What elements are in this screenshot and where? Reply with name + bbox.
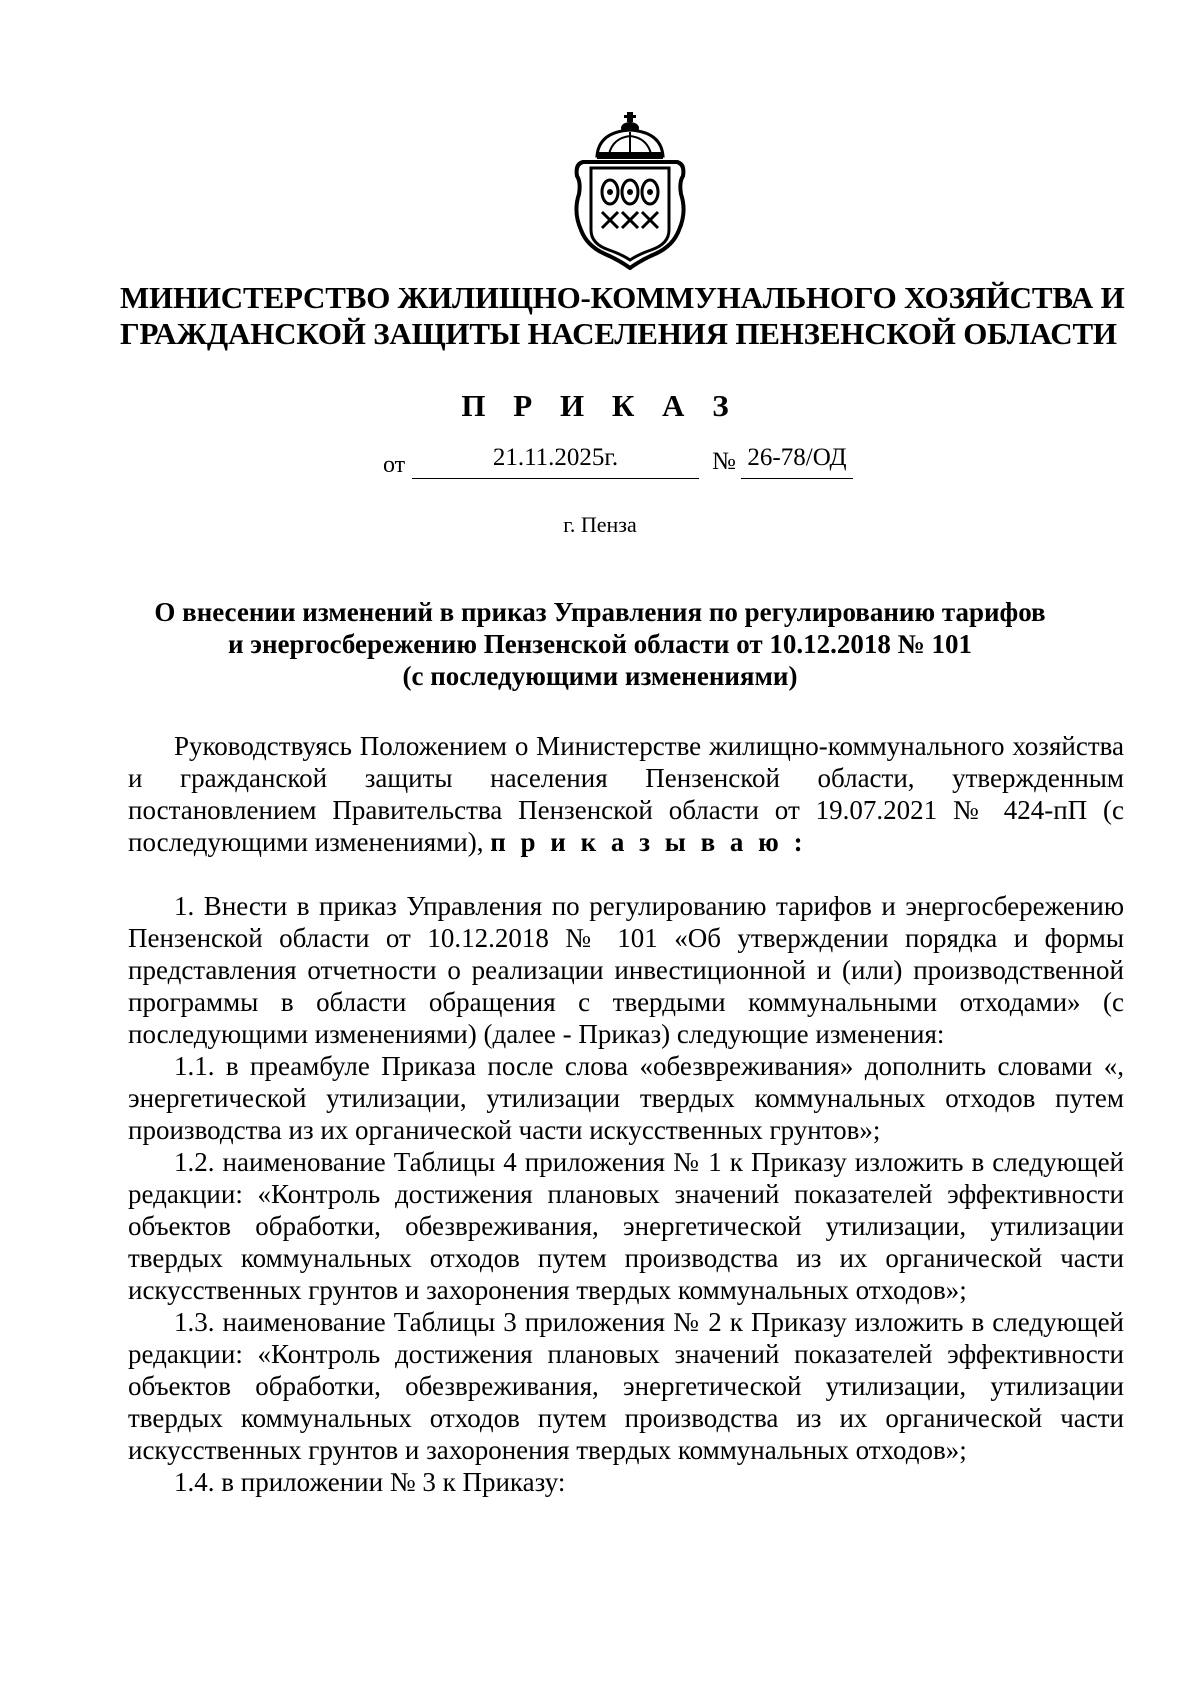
subject-line-2: и энергосбережению Пензенской области от 10.12.2018 № 101: [227, 629, 972, 659]
coat-of-arms-icon: [569, 112, 691, 270]
subject-line-3: (с последующими изменениями): [402, 661, 798, 691]
order-items: [128, 890, 1124, 1498]
date-number-line: [0, 444, 1200, 484]
item-1-4: 1.4. в приложении № 3 к Приказу:: [174, 1467, 566, 1497]
document-type-title: П Р И К А З: [461, 388, 739, 423]
ministry-name: [120, 280, 1125, 352]
ministry-name-line-2: ГРАЖДАНСКОЙ ЗАЩИТЫ НАСЕЛЕНИЯ ПЕНЗЕНСКОЙ ОБЛАСТИ: [120, 316, 1117, 351]
item-1: 1. Внести в приказ Управления по регулированию тарифов и энергосбережению Пензенской области от 10.12.2018 № 101 «Об утверждении порядка и формы представления отчетности о реализации инвестиционной и (или) производственной программы в области обращения с твердыми коммунальными отходами» (с последующими изменениями) (далее - Приказ) следующие изменения:: [128, 891, 1124, 1049]
city-name: г. Пенза: [563, 512, 637, 537]
document-number-field: 26-78/ОД: [741, 444, 853, 479]
order-word: п р и к а з ы в а ю :: [490, 827, 807, 857]
ministry-name-line-1: МИНИСТЕРСТВО ЖИЛИЩНО-КОММУНАЛЬНОГО ХОЗЯЙСТВА И: [120, 280, 1125, 315]
intro-text: Руководствуясь Положением о Министерстве жилищно-коммунального хозяйства и гражданской защиты населения Пензенской области, утвержденным постановлением Правительства Пензенской области от 19.07.2021 № 424-пП (с последующими изменениями),: [128, 731, 1124, 857]
number-label: №: [712, 448, 736, 475]
order-subject: [120, 596, 1080, 692]
item-1-3: 1.3. наименование Таблицы 3 приложения № 2 к Приказу изложить в следующей редакции: «Контроль достижения плановых значений показателей эффективности объектов обработки, обезвреживания, энергетической утилизации, утилизации твердых коммунальных отходов путем производства из их органической части искусственных грунтов и захоронения твердых коммунальных отходов»;: [128, 1307, 1124, 1465]
date-label: от: [383, 452, 406, 478]
intro-paragraph: [128, 730, 1124, 858]
date-field: 21.11.2025г.: [412, 444, 699, 479]
item-1-1: 1.1. в преамбуле Приказа после слова «обезвреживания» дополнить словами «, энергетической утилизации, утилизации твердых коммунальных отходов путем производства из их органической части искусственных грунтов»;: [128, 1051, 1124, 1145]
item-1-2: 1.2. наименование Таблицы 4 приложения № 1 к Приказу изложить в следующей редакции: «Контроль достижения плановых значений показателей эффективности объектов обработки, обезвреживания, энергетической утилизации, утилизации твердых коммунальных отходов путем производства из их органической части искусственных грунтов и захоронения твердых коммунальных отходов»;: [128, 1147, 1124, 1305]
subject-line-1: О внесении изменений в приказ Управления по регулированию тарифов: [154, 597, 1046, 627]
